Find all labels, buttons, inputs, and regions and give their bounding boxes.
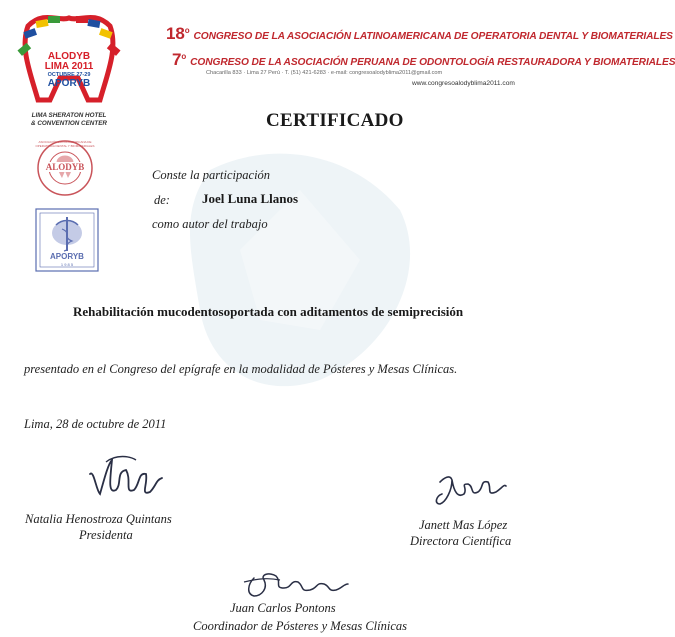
aporyb-seal-label: APORYB — [50, 252, 84, 261]
venue-line-2: & CONVENTION CENTER — [31, 120, 107, 127]
header-website: www.congresoalodyblima2011.com — [412, 80, 515, 87]
header-congress-text-2: CONGRESO DE LA ASOCIACIÓN PERUANA DE ODONTOLOGÍA RESTAURADORA Y BIOMATERIALES — [190, 57, 675, 68]
venue-line-1: LIMA SHERATON HOTEL — [31, 112, 107, 119]
header-congress-line-1 — [166, 24, 673, 44]
logo-text-alodyb: ALODYB — [47, 51, 91, 62]
signature-scientific-director-icon — [430, 468, 510, 512]
header-congress-line-2 — [172, 50, 675, 70]
president-role: Presidenta — [79, 528, 133, 542]
aporyb-seal — [32, 207, 102, 273]
scientific-director-role: Directora Científica — [410, 534, 512, 548]
issue-date: Lima, 28 de octubre de 2011 — [24, 417, 167, 431]
work-title: Rehabilitación mucodentosoportada con aditamentos de semiprecisión — [73, 304, 464, 319]
alodyb-seal-ring-text: ASOCIACIÓN LATINOAMERICANA DE OPERATORIA DENTAL Y BIOMATERIALES — [35, 140, 95, 148]
logo-text-lima: LIMA 2011 — [44, 61, 94, 72]
participant-label: de: — [154, 193, 170, 207]
header-contact: Chacarilla 833 · Lima 27 Perú · T. (51) 421-6283 · e-mail: congresoalodyblima2011@gmail.com — [206, 70, 443, 76]
alodyb-seal — [30, 138, 100, 198]
certificate-title: CERTIFICADO — [266, 110, 404, 131]
signature-president-icon — [86, 450, 166, 510]
participant-name: Joel Luna Llanos — [202, 191, 299, 206]
alodyb-seal-label: ALODYB — [45, 162, 85, 172]
aporyb-seal-year: 1 9 8 5 — [60, 262, 74, 267]
header-edition-number-2: 7$^o$ — [172, 50, 187, 69]
logo-text-dates: OCTUBRE 27-29 — [47, 72, 91, 78]
congress-logo — [14, 8, 124, 136]
scientific-director-name: Janett Mas López — [419, 518, 508, 532]
logo-text-aporyb: APORYB — [47, 78, 91, 89]
coordinator-role: Coordinador de Pósteres y Mesas Clínicas — [193, 619, 407, 633]
participation-role: como autor del trabajo — [152, 217, 268, 231]
header-congress-text-1: CONGRESO DE LA ASOCIACIÓN LATINOAMERICANA DE OPERATORIA DENTAL Y BIOMATERIALES — [193, 31, 673, 42]
signature-coordinator-icon — [240, 568, 350, 602]
presentation-statement: presentado en el Congreso del epígrafe en la modalidad de Pósteres y Mesas Clínicas. — [24, 362, 458, 376]
participation-statement: Conste la participación — [152, 168, 271, 182]
president-name: Natalia Henostroza Quintans — [25, 512, 172, 526]
coordinator-name: Juan Carlos Pontons — [230, 601, 336, 615]
header-edition-number-1: 18$^o$ — [166, 24, 190, 43]
